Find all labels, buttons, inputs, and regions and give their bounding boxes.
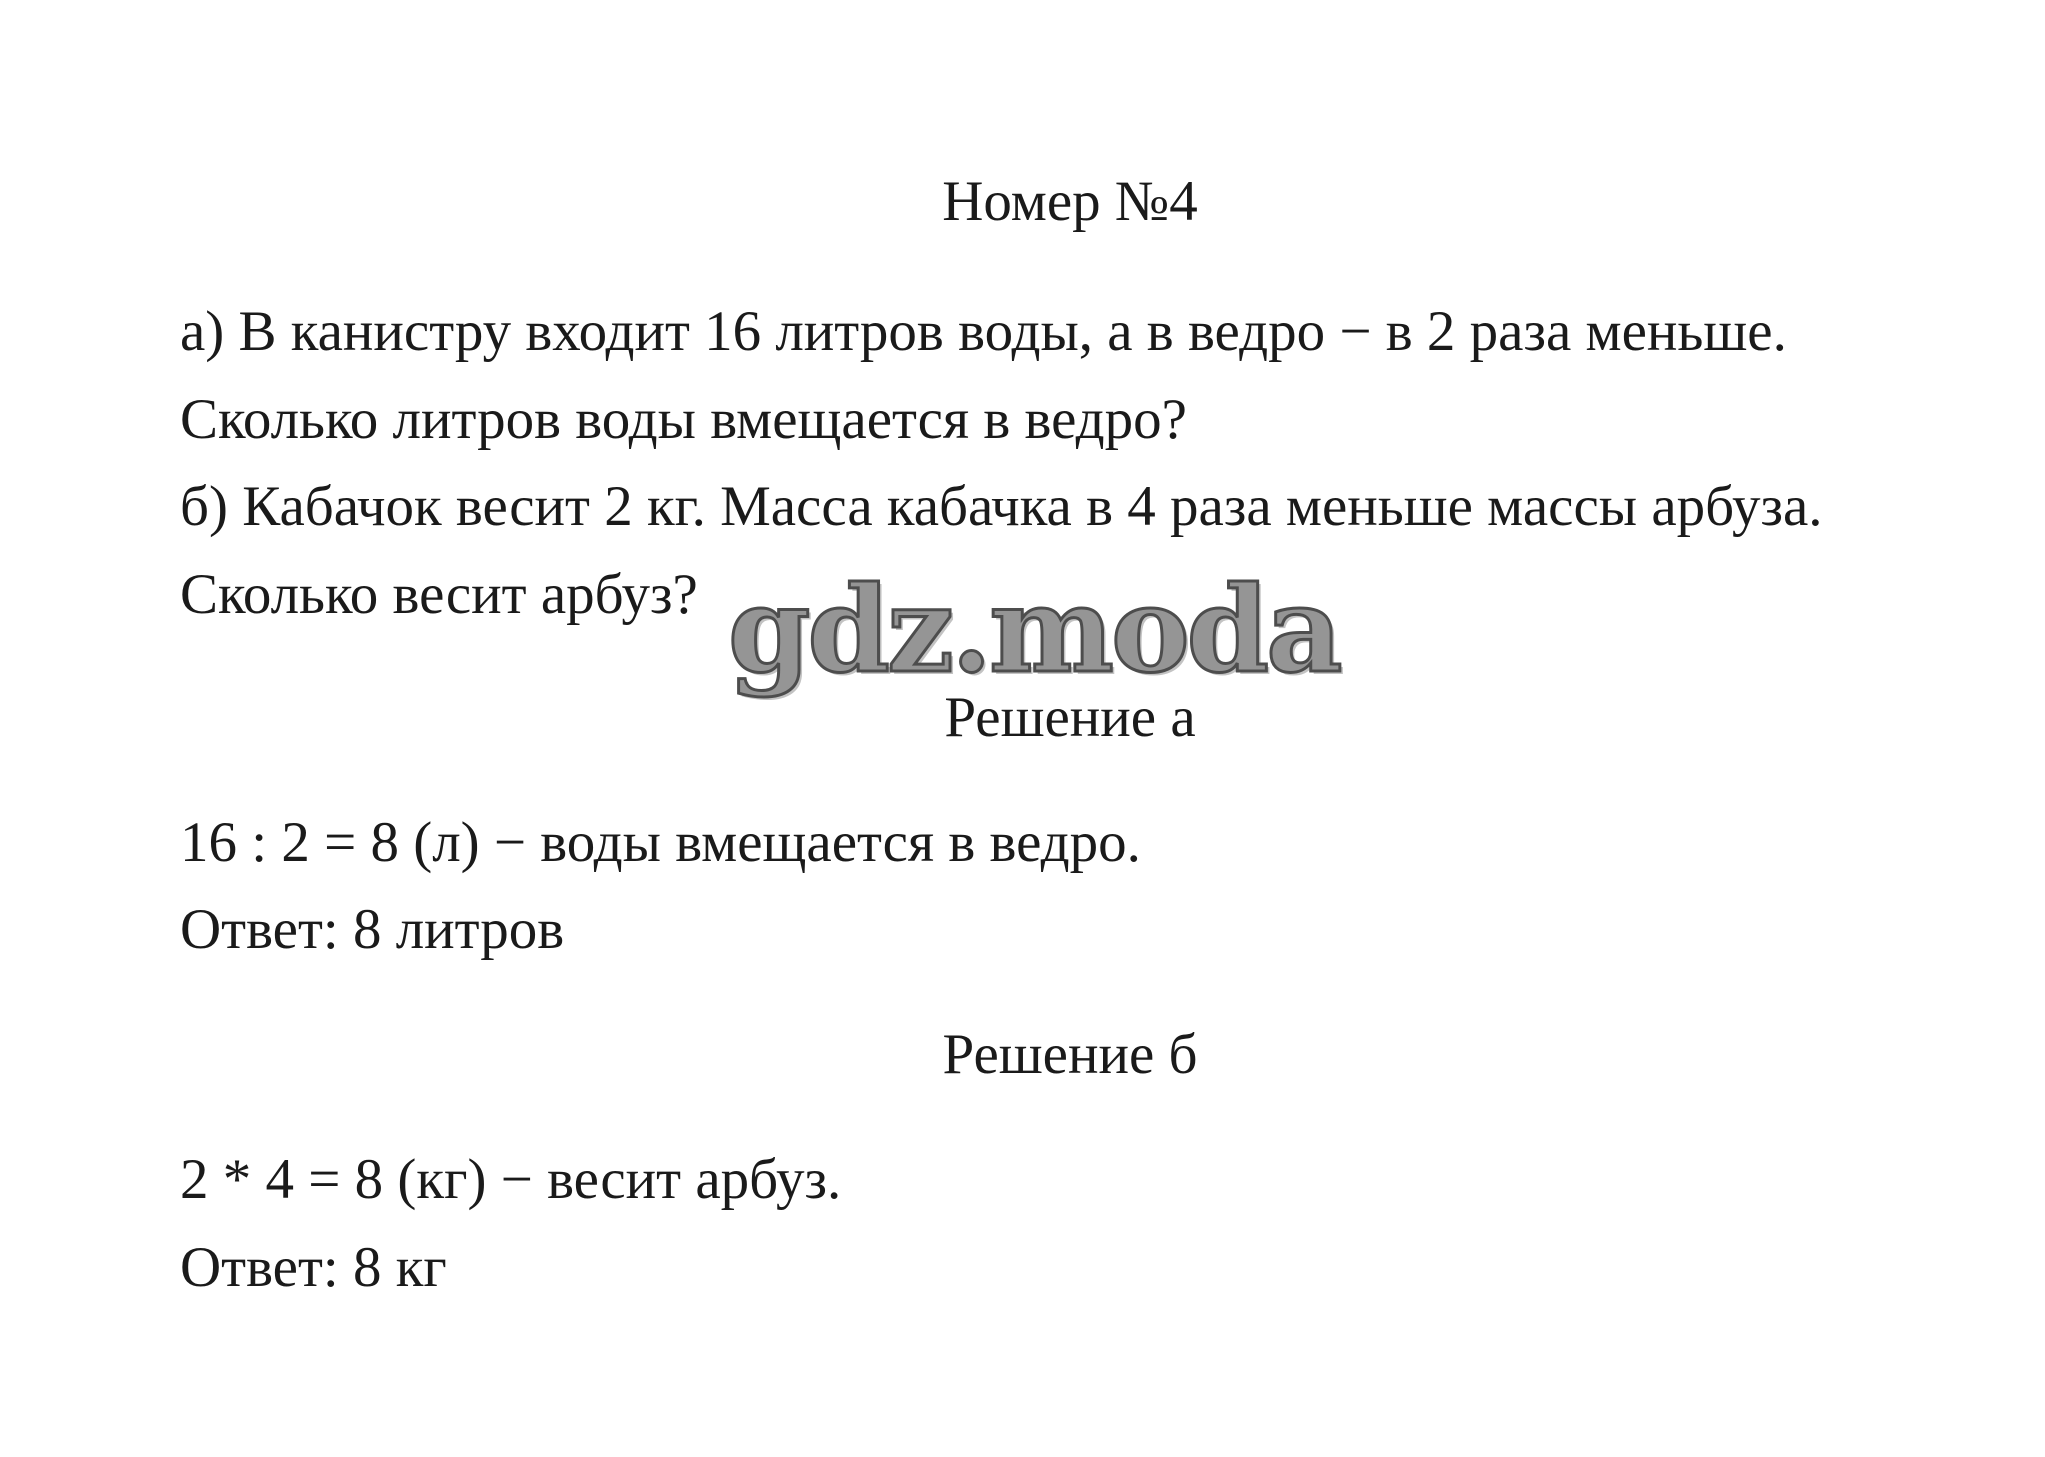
problem-a-line-1: а) В канистру входит 16 литров воды, а в ведро − в 2 раза меньше. [180, 300, 1787, 363]
solution-b-heading: Решение б [942, 1023, 1198, 1086]
problem-a-line-2: Сколько литров воды вмещается в ведро? [180, 388, 1187, 451]
solution-b-answer: Ответ: 8 кг [180, 1236, 447, 1299]
solution-b-calculation: 2 * 4 = 8 (кг) − весит арбуз. [180, 1148, 842, 1211]
problem-b-line-1: б) Кабачок весит 2 кг. Масса кабачка в 4 раза меньше массы арбуза. [180, 475, 1823, 538]
solution-a-calculation: 16 : 2 = 8 (л) − воды вмещается в ведро. [180, 811, 1141, 874]
solution-a-heading: Решение а [944, 686, 1196, 749]
watermark-logo: gdz.moda [728, 560, 1340, 699]
problem-title: Номер №4 [942, 170, 1198, 233]
problem-b-line-2: Сколько весит арбуз? [180, 563, 698, 626]
solution-a-answer: Ответ: 8 литров [180, 898, 565, 961]
